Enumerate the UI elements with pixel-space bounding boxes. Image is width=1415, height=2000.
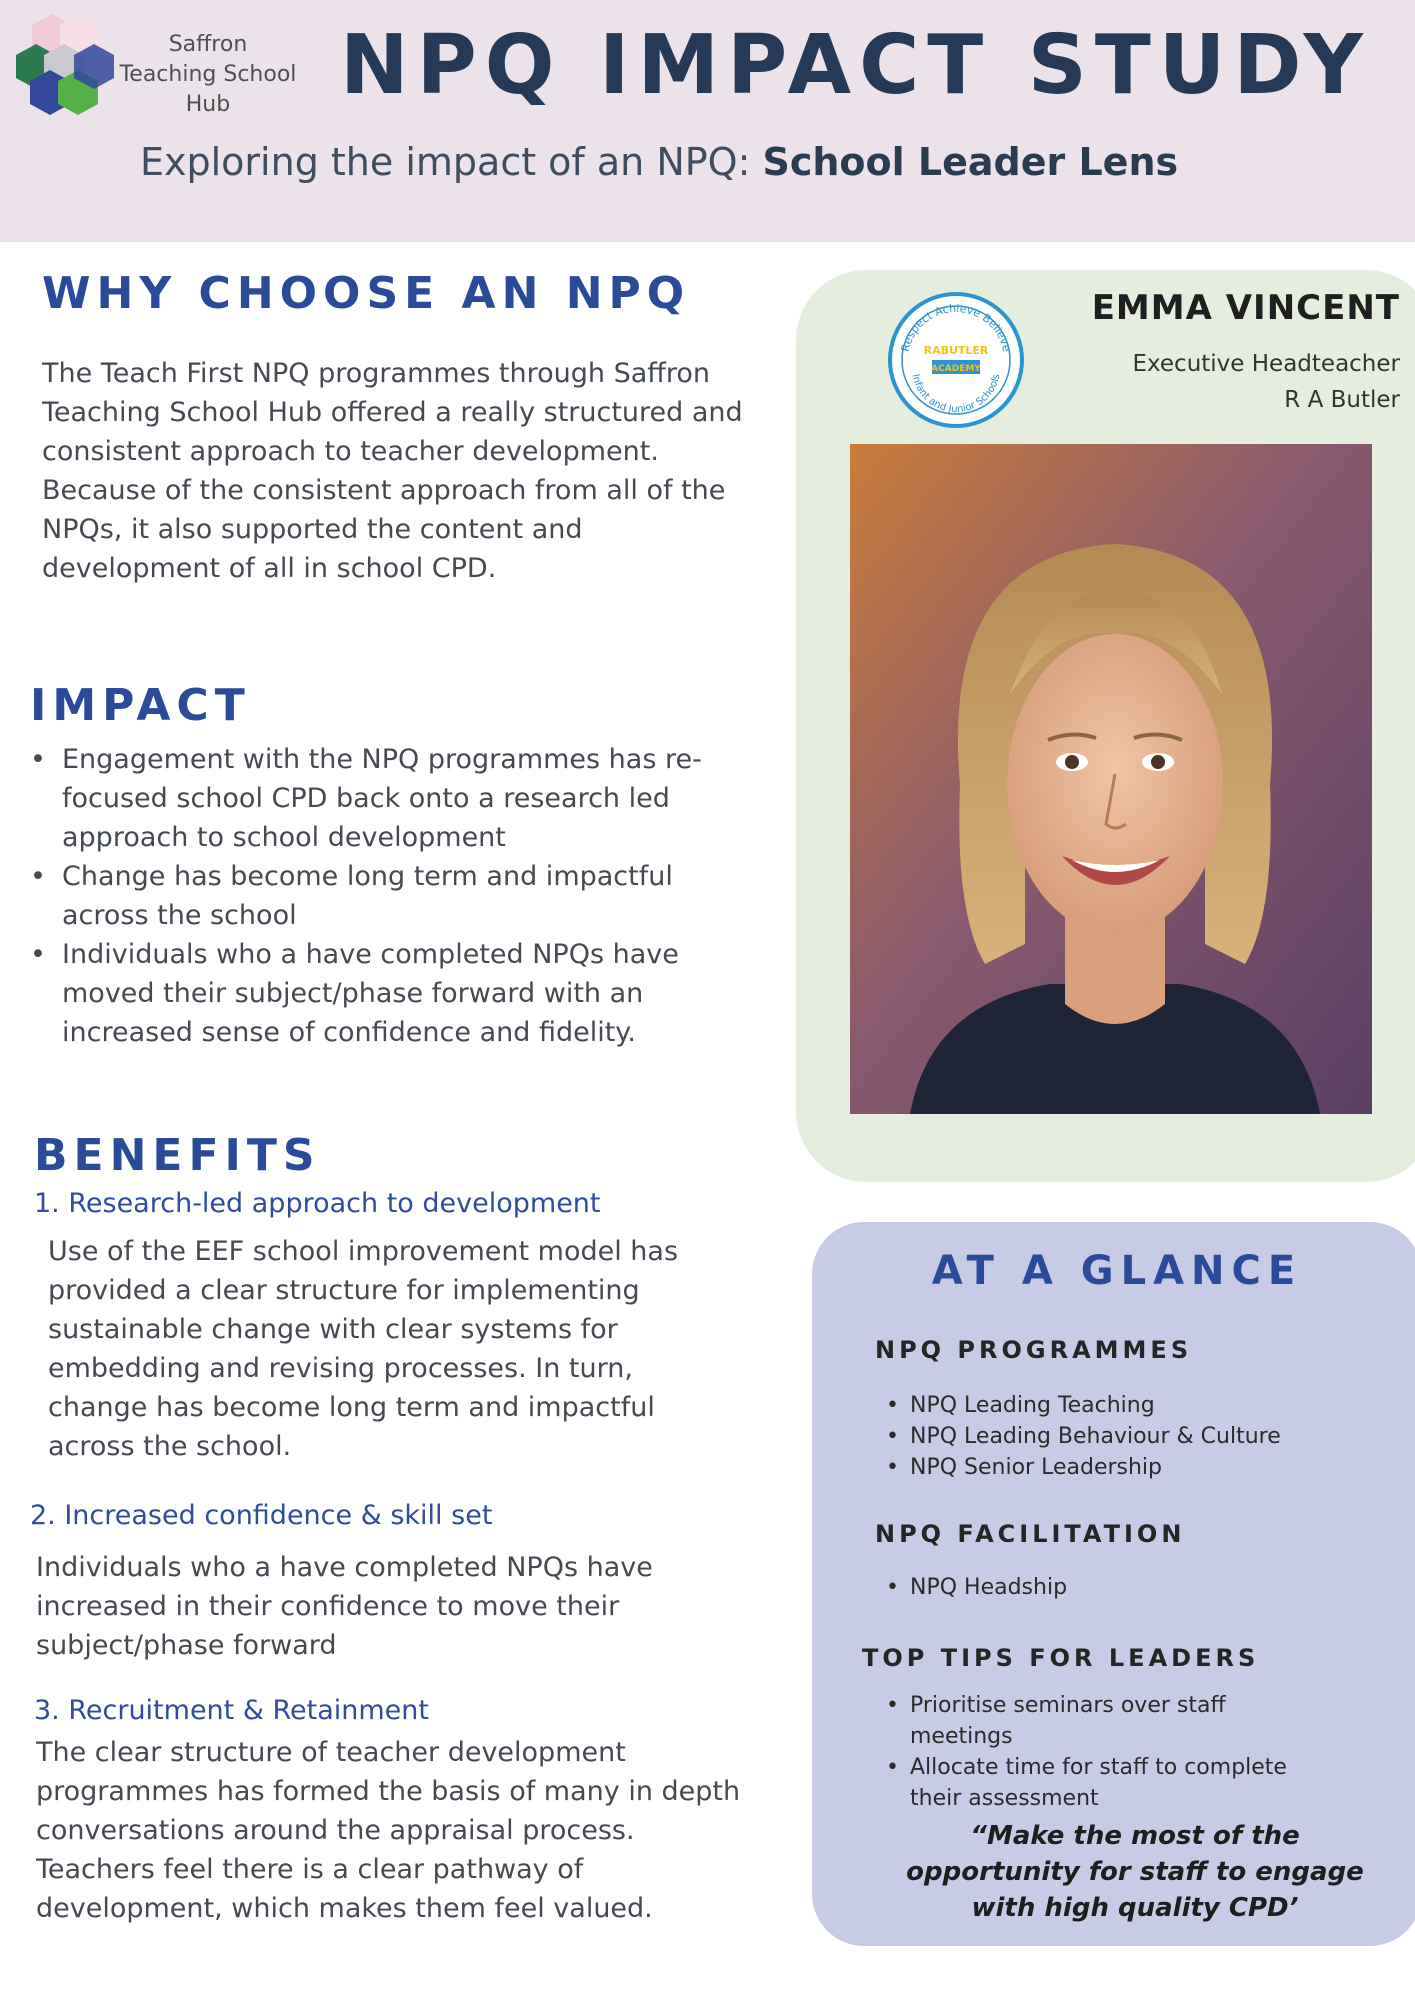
benefit-title: 2. Increased confidence & skill set <box>30 1500 493 1531</box>
list-item: • Prioritise seminars over staff meetings <box>886 1690 1306 1752</box>
profile-role-title: Executive Headteacher <box>1132 351 1400 377</box>
programmes-heading: NPQ PROGRAMMES <box>875 1336 1193 1364</box>
subtitle-prefix: Exploring the impact of an NPQ: <box>140 140 763 184</box>
portrait-image <box>850 444 1372 1114</box>
school-badge-icon <box>886 290 1026 430</box>
page-subtitle <box>140 140 1340 184</box>
benefits-heading: BENEFITS <box>34 1130 321 1181</box>
list-item: • Engagement with the NPQ programmes has re-focused school CPD back onto a research led approach to school development <box>30 740 730 857</box>
benefit-title: 3. Recruitment & Retainment <box>34 1695 429 1726</box>
why-heading: WHY CHOOSE AN NPQ <box>42 268 691 319</box>
quote-text: “Make the most of the opportunity for staff to engage with high quality CPD’ <box>906 1821 1364 1923</box>
why-paragraph: Because of the consistent approach from all of the NPQs, it also supported the content and development of all in school CPD. <box>42 475 726 584</box>
impact-list <box>30 740 730 1052</box>
list-item: • Allocate time for staff to complete their assessment <box>886 1752 1306 1814</box>
profile-photo <box>850 444 1372 1114</box>
list-item: • NPQ Leading Behaviour & Culture <box>886 1421 1406 1452</box>
facilitation-heading: NPQ FACILITATION <box>875 1520 1186 1548</box>
programmes-list <box>886 1390 1406 1483</box>
why-paragraph: The Teach First NPQ programmes through Saffron Teaching School Hub offered a really structured and consistent approach to teacher development. <box>42 358 743 467</box>
tips-list <box>886 1690 1306 1814</box>
list-item: • NPQ Leading Teaching <box>886 1390 1406 1421</box>
facilitation-list <box>886 1572 1406 1603</box>
page-title: NPQ IMPACT STUDY <box>340 18 1371 113</box>
badge-ring-text: Respect Achieve Believe <box>898 301 1014 353</box>
benefit-title: 1. Research-led approach to development <box>34 1188 601 1219</box>
profile-school: R A Butler <box>1284 387 1400 413</box>
benefit-text: Use of the EEF school improvement model has provided a clear structure for implementing sustainable change with clear systems for embedding and revising processes. In turn, change has become long term and impactful across the school. <box>48 1236 679 1462</box>
subtitle-emphasis: School Leader Lens <box>762 140 1179 184</box>
badge-bottom-text: Infant and Junior Schools <box>909 372 1003 416</box>
hexagon-logo-icon <box>14 12 124 132</box>
logo-text: Saffron Teaching School Hub <box>119 32 297 117</box>
badge-name-text: RABUTLER <box>923 344 989 357</box>
why-text <box>42 354 752 588</box>
benefit-text: The clear structure of teacher development programmes has formed the basis of many in depth conversations around the appraisal process. Teachers feel there is a clear pathway of development, which makes them feel valued. <box>36 1737 741 1924</box>
profile-name: EMMA VINCENT <box>1091 288 1400 328</box>
impact-heading: IMPACT <box>30 680 251 731</box>
badge-academy-text: ACADEMY <box>931 364 981 374</box>
list-item: • Individuals who a have completed NPQs have moved their subject/phase forward with an increased sense of confidence and fidelity. <box>30 935 730 1052</box>
profile-role <box>1040 346 1400 418</box>
benefit-text: Individuals who a have completed NPQs have increased in their confidence to move their subject/phase forward <box>36 1552 653 1661</box>
list-item: • NPQ Senior Leadership <box>886 1452 1406 1483</box>
list-item: • NPQ Headship <box>886 1572 1406 1603</box>
tips-heading: TOP TIPS FOR LEADERS <box>862 1644 1260 1672</box>
saffron-logo <box>14 12 297 132</box>
list-item: • Change has become long term and impactful across the school <box>30 857 730 935</box>
glance-heading: AT A GLANCE <box>931 1248 1303 1294</box>
